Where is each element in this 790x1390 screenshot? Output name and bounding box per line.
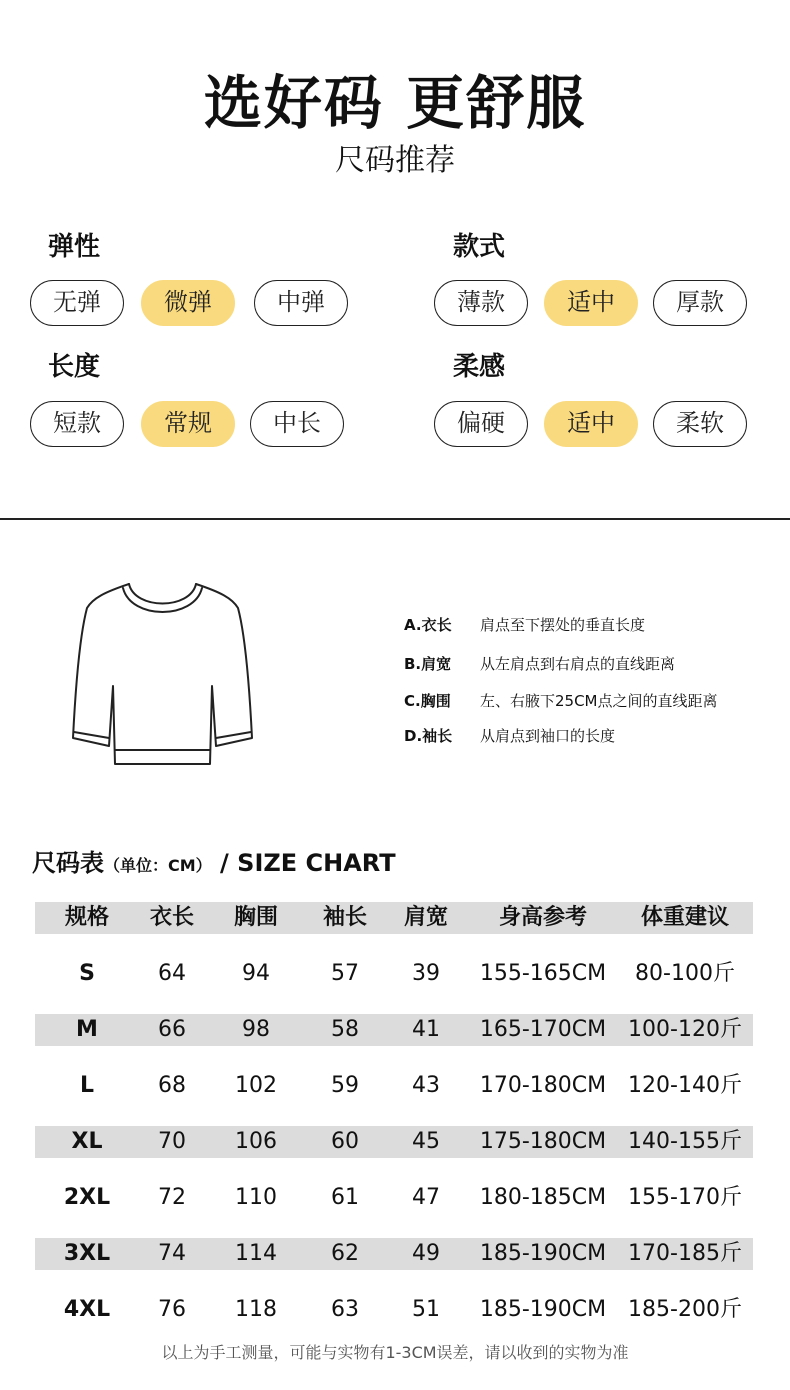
length-option-short: 短款 (30, 401, 124, 447)
table-cell: 140-155斤 (628, 1129, 742, 1154)
table-cell: 170-180CM (479, 1073, 607, 1098)
table-cell: 61 (331, 1185, 359, 1210)
size-cell: S (79, 961, 95, 986)
size-chart-title-cn: 尺码表 (32, 849, 104, 877)
length-option-mid-long: 中长 (250, 401, 344, 447)
column-header: 规格 (64, 905, 109, 930)
table-cell: 170-185斤 (628, 1241, 742, 1266)
measurement-key: D.袖长 (404, 727, 453, 745)
measurement-desc: 左、右腋下25CM点之间的直线距离 (480, 692, 718, 710)
table-cell: 80-100斤 (635, 961, 735, 986)
table-cell: 98 (242, 1017, 270, 1042)
measurement-key: A.衣长 (404, 616, 452, 634)
style-title: 款式 (453, 232, 506, 262)
measurement-desc: 从左肩点到右肩点的直线距离 (480, 655, 676, 673)
column-header: 体重建议 (640, 905, 729, 930)
style-option-thin: 薄款 (434, 280, 528, 326)
softness-option-stiff: 偏硬 (434, 401, 528, 447)
table-cell: 76 (158, 1297, 186, 1322)
table-cell: 110 (235, 1185, 277, 1210)
table-cell: 102 (235, 1073, 277, 1098)
elasticity-option-none: 无弹 (30, 280, 124, 326)
table-cell: 59 (331, 1073, 359, 1098)
table-cell: 180-185CM (479, 1185, 607, 1210)
page-subtitle: 尺码推荐 (335, 143, 455, 178)
measurement-desc: 从肩点到袖口的长度 (480, 727, 616, 745)
size-chart-title (32, 843, 396, 878)
size-cell: L (79, 1073, 95, 1098)
table-row (35, 1182, 753, 1214)
table-cell: 68 (158, 1073, 186, 1098)
table-cell: 43 (412, 1073, 440, 1098)
table-cell: 70 (158, 1129, 186, 1154)
measurement-key: B.肩宽 (404, 655, 452, 673)
elasticity-title: 弹性 (48, 232, 101, 262)
table-cell: 47 (412, 1185, 440, 1210)
table-cell: 72 (158, 1185, 186, 1210)
column-header: 袖长 (322, 905, 367, 930)
size-cell: M (76, 1017, 98, 1042)
table-cell: 106 (235, 1129, 277, 1154)
softness-option-soft: 柔软 (653, 401, 747, 447)
table-cell: 185-190CM (479, 1297, 607, 1322)
column-header: 衣长 (149, 905, 194, 930)
length-option-regular: 常规 (141, 401, 235, 447)
table-cell: 57 (331, 961, 359, 986)
table-cell: 63 (331, 1297, 359, 1322)
section-divider (0, 518, 790, 520)
table-cell: 155-165CM (479, 961, 607, 986)
table-cell: 64 (158, 961, 186, 986)
table-cell: 51 (412, 1297, 440, 1322)
table-cell: 185-190CM (479, 1241, 607, 1266)
size-cell: 3XL (63, 1241, 111, 1266)
table-cell: 62 (331, 1241, 359, 1266)
style-option-thick: 厚款 (653, 280, 747, 326)
column-header: 身高参考 (498, 905, 587, 930)
table-cell: 41 (412, 1017, 440, 1042)
length-title: 长度 (48, 352, 101, 382)
table-row (35, 1126, 753, 1158)
table-cell: 175-180CM (479, 1129, 607, 1154)
measurement-key: C.胸围 (404, 692, 451, 710)
softness-title: 柔感 (453, 352, 506, 382)
size-cell: 4XL (63, 1297, 111, 1322)
table-row (35, 1014, 753, 1046)
style-option-moderate: 适中 (544, 280, 638, 326)
page-title: 选好码 更舒服 (203, 69, 587, 137)
elasticity-option-slight: 微弹 (141, 280, 235, 326)
measurement-desc: 肩点至下摆处的垂直长度 (480, 616, 646, 634)
table-header-row (35, 902, 753, 934)
table-cell: 66 (158, 1017, 186, 1042)
table-row (35, 1238, 753, 1270)
table-cell: 49 (412, 1241, 440, 1266)
size-chart-title-en: / SIZE CHART (220, 849, 396, 877)
size-chart-unit: （单位：CM） (104, 856, 212, 875)
softness-option-moderate: 适中 (544, 401, 638, 447)
size-cell: XL (71, 1129, 103, 1154)
table-cell: 118 (235, 1297, 277, 1322)
table-cell: 74 (158, 1241, 186, 1266)
table-cell: 58 (331, 1017, 359, 1042)
table-cell: 94 (242, 961, 270, 986)
table-cell: 45 (412, 1129, 440, 1154)
table-cell: 114 (235, 1241, 277, 1266)
elasticity-option-medium: 中弹 (254, 280, 348, 326)
sweater-outline-icon (65, 578, 260, 773)
table-cell: 185-200斤 (628, 1297, 742, 1322)
table-cell: 39 (412, 961, 440, 986)
table-cell: 100-120斤 (628, 1017, 742, 1042)
table-row (35, 958, 753, 990)
column-header: 肩宽 (403, 905, 448, 930)
table-cell: 120-140斤 (628, 1073, 742, 1098)
table-row (35, 1070, 753, 1102)
table-cell: 155-170斤 (628, 1185, 742, 1210)
size-cell: 2XL (63, 1185, 111, 1210)
table-cell: 165-170CM (479, 1017, 607, 1042)
footnote: 以上为手工测量，可能与实物有1-3CM误差，请以收到的实物为准 (161, 1343, 629, 1362)
column-header: 胸围 (233, 905, 278, 930)
table-cell: 60 (331, 1129, 359, 1154)
table-row (35, 1294, 753, 1326)
